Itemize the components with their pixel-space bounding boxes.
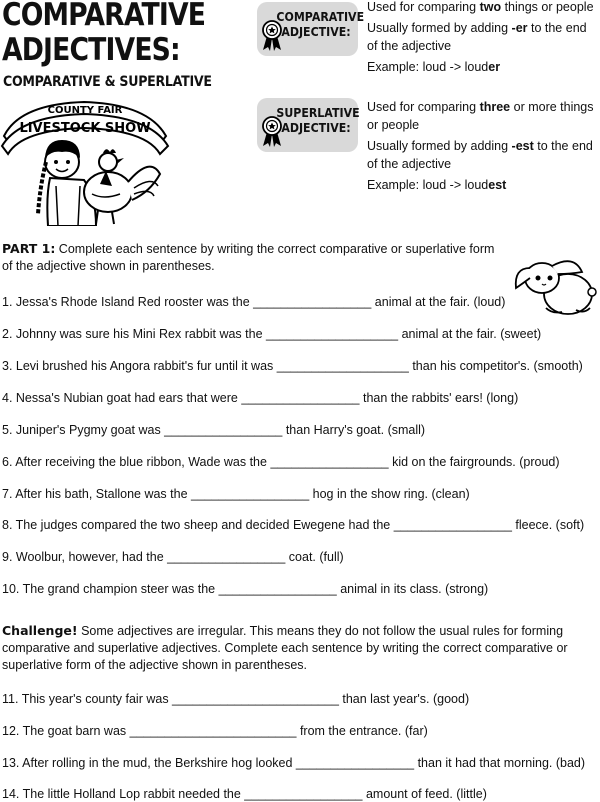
comparative-example-bold: er xyxy=(488,60,501,74)
superlative-use-text-end: or more things or people xyxy=(367,100,594,132)
question-12: 12. The goat barn was ________________________ from the entrance. (far) xyxy=(2,724,428,738)
superlative-definition xyxy=(367,98,599,197)
county-fair-illustration xyxy=(0,96,170,226)
superlative-badge-line-2: ADJECTIVE: xyxy=(281,120,351,135)
question-8: 8. The judges compared the two sheep and decided Ewegene had the _________________ fleece. (soft) xyxy=(2,518,585,532)
question-7: 7. After his bath, Stallone was the _________________ hog in the show ring. (clean) xyxy=(2,487,470,501)
question-2: 2. Johnny was sure his Mini Rex rabbit was the ___________________ animal at the fair. (sweet) xyxy=(2,327,542,341)
superlative-badge-line-1: SUPERLATIVE xyxy=(276,105,360,120)
part1-label: PART 1: xyxy=(2,241,56,256)
comparative-use-text-end: things or people xyxy=(501,0,594,14)
question-11: 11. This year's county fair was ________________________ than last year's. (good) xyxy=(2,692,470,706)
superlative-form-bold: -est xyxy=(511,139,534,153)
comparative-badge xyxy=(257,2,365,56)
superlative-example-bold: est xyxy=(488,178,507,192)
challenge-label: Challenge! xyxy=(2,623,78,638)
comparative-form-bold: -er xyxy=(511,21,528,35)
comparative-definition xyxy=(367,0,599,79)
part1-instructions xyxy=(2,240,502,275)
superlative-example-text: Example: loud -> loud xyxy=(367,178,489,192)
question-5: 5. Juniper's Pygmy goat was _________________ than Harry's goat. (small) xyxy=(2,423,426,437)
comparative-badge-label xyxy=(276,9,365,39)
comparative-form-text: Usually formed by adding xyxy=(367,21,512,35)
comparative-form xyxy=(367,19,599,55)
question-9: 9. Woolbur, however, had the _________________ coat. (full) xyxy=(2,550,344,564)
bunny-illustration xyxy=(512,248,598,318)
comparative-example-text: Example: loud -> loud xyxy=(367,60,489,74)
question-14: 14. The little Holland Lop rabbit needed the _________________ amount of feed. (little) xyxy=(2,787,487,801)
superlative-form-text-end: to the end of the adjective xyxy=(367,139,593,171)
comparative-form-text-end: to the end of the adjective xyxy=(367,21,587,53)
superlative-example xyxy=(367,176,599,194)
comparative-example xyxy=(367,58,599,76)
comparative-badge-line-1: COMPARATIVE xyxy=(276,9,365,24)
superlative-use-text: Used for comparing xyxy=(367,100,480,114)
superlative-form xyxy=(367,137,599,173)
challenge-text: Some adjectives are irregular. This means they do not follow the usual rules for forming comparative and superlative adjectives. Complete each sentence by writing the correct comparative or superlative form of the adjective shown in parentheses. xyxy=(2,624,568,672)
challenge-instructions xyxy=(2,622,592,674)
comparative-use-bold: two xyxy=(479,0,502,14)
question-6: 6. After receiving the blue ribbon, Wade was the _________________ kid on the fairgrounds. (proud) xyxy=(2,455,560,469)
page-subtitle: COMPARATIVE & SUPERLATIVE xyxy=(3,74,212,90)
question-10: 10. The grand champion steer was the _________________ animal in its class. (strong) xyxy=(2,582,489,596)
banner-line-2: LIVESTOCK SHOW xyxy=(19,121,151,136)
part1-text: Complete each sentence by writing the correct comparative or superlative form of the adjective shown in parentheses. xyxy=(2,242,495,273)
comparative-use-text: Used for comparing xyxy=(367,0,480,14)
question-13: 13. After rolling in the mud, the Berkshire hog looked _________________ than it had that morning. (bad) xyxy=(2,756,586,770)
superlative-use-bold: three xyxy=(479,100,511,114)
superlative-form-text: Usually formed by adding xyxy=(367,139,512,153)
comparative-use xyxy=(367,0,599,16)
question-3: 3. Levi brushed his Angora rabbit's fur until it was ___________________ than his competitor's. (smooth) xyxy=(2,359,583,373)
title-line-1: COMPARATIVE xyxy=(2,0,206,33)
banner-line-1: COUNTY FAIR xyxy=(47,105,123,116)
superlative-badge-label xyxy=(276,105,360,135)
title-line-2: ADJECTIVES: xyxy=(2,32,180,68)
question-4: 4. Nessa's Nubian goat had ears that were _________________ than the rabbits' ears! (long) xyxy=(2,391,519,405)
comparative-badge-line-2: ADJECTIVE: xyxy=(281,24,351,39)
question-1: 1. Jessa's Rhode Island Red rooster was the _________________ animal at the fair. (loud) xyxy=(2,295,506,309)
superlative-use xyxy=(367,98,599,134)
superlative-badge xyxy=(257,98,358,152)
page-title xyxy=(2,0,205,66)
